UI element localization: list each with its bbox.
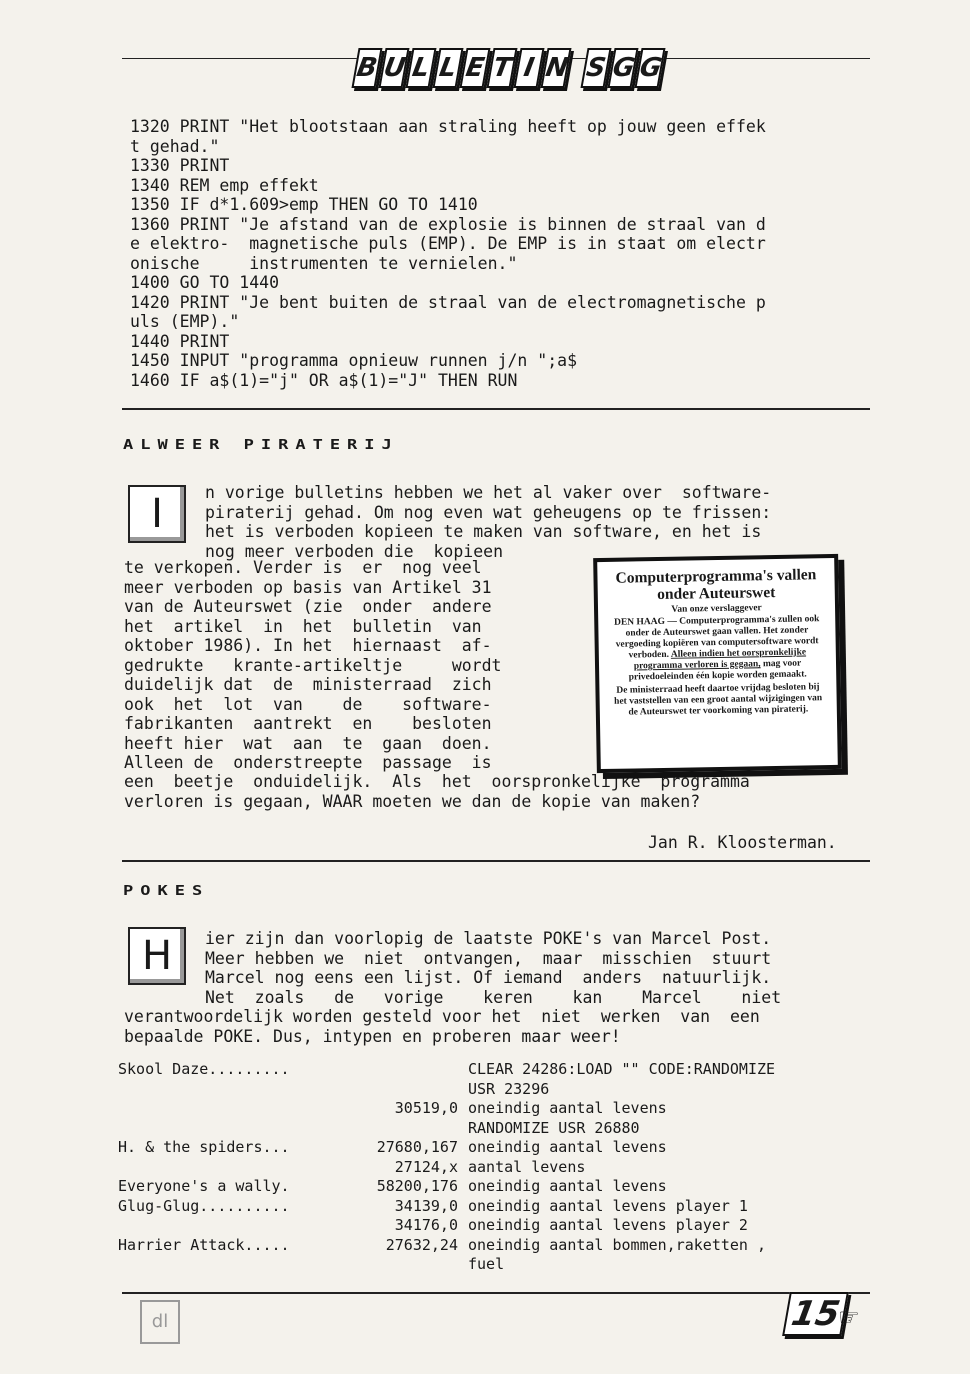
text-line: te verkopen. Verder is er nog veel (124, 558, 482, 577)
section-heading-pokes: POKES (123, 883, 210, 899)
masthead-letter: G (634, 48, 665, 88)
masthead-letter: N (540, 48, 571, 88)
masthead-letter: L (432, 48, 463, 88)
piraterij-closing-text (124, 772, 750, 811)
poke-game: Skool Daze......... (118, 1060, 290, 1078)
masthead-letter: S (580, 48, 611, 88)
poke-effect: oneindig aantal levens (468, 1099, 667, 1117)
code-line: onische instrumenten te vernielen." (130, 253, 518, 273)
poke-effect: oneindig aantal levens (468, 1177, 667, 1195)
text-line: het artikel in het bulletin van (124, 616, 482, 636)
pokes-closing-text (124, 1007, 760, 1046)
masthead-letter: G (607, 48, 638, 88)
author-signature: Jan R. Kloosterman. (648, 833, 837, 852)
clipping-paragraph-1: DEN HAAG — Computerprogramma's zullen ook onder de Auteurswet gaan vallen. Het zonder vergoeding kopiëren van computersoftware wordt verboden. Alleen indien het oorspronkelijke programma verloren is gegaan, mag voor privedoeleinden één kopie worden gemaakt. (613, 614, 820, 683)
text-line: oktober 1986). In het hiernaast af- (124, 636, 492, 655)
poke-effect: oneindig aantal bommen,raketten , (468, 1235, 767, 1254)
text-line: Meer hebben we niet ontvangen, maar misschien stuurt (205, 948, 772, 968)
footer-logo: dl (140, 1300, 180, 1344)
poke-address: 58200,176 (376, 1177, 458, 1195)
code-line: 1360 PRINT "Je afstand van de explosie is binnen de straal van d (130, 214, 766, 234)
clipping-byline: Van onze verslaggever (671, 603, 762, 615)
poke-game: Everyone's a wally. (118, 1177, 290, 1195)
poke-effect: oneindig aantal levens (468, 1138, 667, 1156)
poke-effect: aantal levens (468, 1157, 586, 1176)
basic-code-listing (130, 117, 890, 390)
poke-address: 34176,0 (394, 1216, 458, 1234)
piraterij-column-text (124, 558, 502, 773)
clipping-title: Computerprogramma's vallen onder Auteurswet (615, 566, 817, 604)
poke-address: 30519,0 (394, 1099, 458, 1117)
poke-effect: fuel (468, 1255, 505, 1273)
code-line: 1330 PRINT (130, 156, 230, 175)
section-heading-piraterij: ALWEER PIRATERIJ (123, 437, 399, 453)
poke-game: Glug-Glug.......... (118, 1196, 290, 1215)
poke-effect: USR 23296 (468, 1079, 550, 1098)
text-line: nog meer verboden die kopieen (205, 541, 504, 561)
poke-effect: oneindig aantal levens player 1 (468, 1196, 748, 1215)
text-line: fabrikanten aantrekt en besloten (124, 714, 492, 733)
code-line: 1450 INPUT "programma opnieuw runnen j/n ";a$ (130, 351, 578, 370)
pokes-intro-text (205, 929, 781, 1007)
code-line: 1460 IF a$(1)="j" OR a$(1)="J" THEN RUN (130, 370, 518, 390)
dropcap-h: H (128, 927, 186, 985)
text-line: van de Auteurswet (zie onder andere (124, 597, 492, 616)
code-line: 1400 GO TO 1440 (130, 273, 280, 292)
poke-address: 27124,x (394, 1157, 458, 1176)
code-line: e elektro- magnetische puls (EMP). De EMP is in staat om electr (130, 234, 766, 253)
text-line: Marcel nog eens een lijst. Of iemand anders natuurlijk. (205, 968, 772, 987)
text-line: bepaalde POKE. Dus, intypen en proberen maar weer! (124, 1026, 621, 1046)
code-line: uls (EMP)." (130, 312, 240, 331)
masthead-gap (571, 48, 581, 90)
text-line: het is verboden kopieen te maken van software, en het is (205, 522, 762, 541)
masthead-letter: E (459, 48, 490, 88)
code-line: 1440 PRINT (130, 331, 230, 351)
masthead-letter: U (378, 48, 409, 88)
code-line: 1350 IF d*1.609>emp THEN GO TO 1410 (130, 195, 478, 214)
poke-address: 27680,167 (376, 1138, 458, 1156)
clipping-paragraph-2: De ministerraad heeft daartoe vrijdag besloten bij het vaststellen van een groot aantal wijzigingen van de Auteurswet ter voorkoming van piraterij. (614, 682, 823, 718)
bottom-rule (122, 1292, 870, 1294)
masthead-letter: L (405, 48, 436, 88)
code-line: 1320 PRINT "Het blootstaan aan straling heeft op jouw geen effek (130, 117, 766, 136)
poke-effect: CLEAR 24286:LOAD "" CODE:RANDOMIZE (468, 1060, 776, 1078)
text-line: piraterij gehad. Om nog even wat geheugens op te frissen: (205, 502, 772, 522)
text-line: Alleen de onderstreepte passage is (124, 753, 492, 772)
code-line: 1420 PRINT "Je bent buiten de straal van de electromagnetische p (130, 292, 766, 312)
text-line: ook het lot van de software- (124, 694, 492, 714)
clipping-underlined-passage: Alleen indien het oorspronkelijke programma verloren is gegaan, (633, 647, 807, 672)
masthead-letter: T (486, 48, 517, 88)
piraterij-intro-text (205, 483, 771, 561)
text-line: een beetje onduidelijk. Als het oorspronkelijke programma (124, 772, 750, 791)
text-line: ier zijn dan voorlopig de laatste POKE's van Marcel Post. (205, 929, 772, 948)
text-line: Net zoals de vorige keren kan Marcel niet (205, 987, 782, 1007)
masthead-letter: I (513, 48, 544, 88)
section-rule-2 (122, 860, 870, 862)
poke-address: 27632,24 (385, 1235, 458, 1254)
poke-game: H. & the spiders... (118, 1138, 290, 1156)
poke-effect: oneindig aantal levens player 2 (468, 1216, 748, 1234)
poke-address: 34139,0 (394, 1196, 458, 1215)
text-line: heeft hier wat aan te gaan doen. (124, 733, 492, 753)
pointing-hand-icon: ☞ (840, 1300, 859, 1335)
code-line: 1340 REM emp effekt (130, 175, 319, 195)
poke-effect: RANDOMIZE USR 26880 (468, 1118, 640, 1137)
text-line: verloren is gegaan, WAAR moeten we dan de kopie van maken? (124, 791, 701, 811)
newspaper-clipping (593, 554, 842, 773)
masthead-letter: B (351, 48, 382, 88)
dropcap-i: I (128, 485, 186, 543)
section-rule-1 (122, 408, 870, 410)
text-line: meer verboden op basis van Artikel 31 (124, 577, 492, 597)
page-number: 15 (782, 1292, 849, 1336)
text-line: gedrukte krante-artikeltje wordt (124, 655, 502, 675)
text-line: duidelijk dat de ministerraad zich (124, 675, 492, 694)
masthead-bulletin-sgg (355, 48, 662, 90)
text-line: verantwoordelijk worden gesteld voor het niet werken van een (124, 1007, 760, 1026)
text-line: n vorige bulletins hebben we het al vaker over software- (205, 483, 772, 502)
poke-game: Harrier Attack..... (118, 1235, 290, 1254)
code-line: t gehad." (130, 136, 220, 156)
